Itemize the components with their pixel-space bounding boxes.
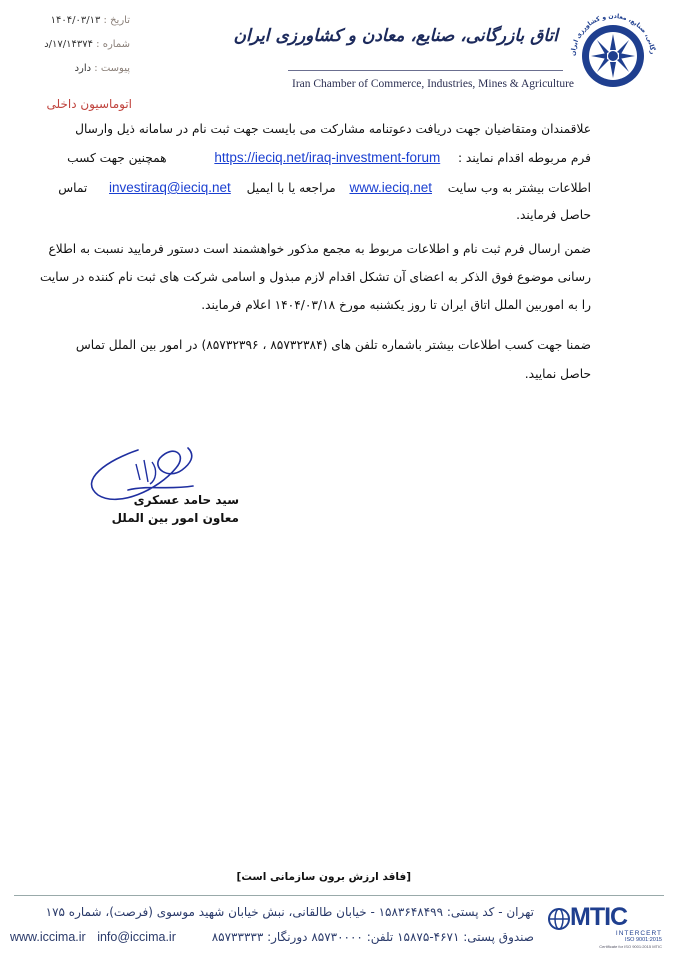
chamber-name-fa: اتاق بازرگانی، صنایع، معادن و کشاورزی ایران xyxy=(233,26,558,46)
cert-sub: INTERCERT xyxy=(615,930,662,937)
p1-line4: حاصل فرمایند. xyxy=(516,208,591,222)
attachment-row xyxy=(10,63,130,74)
p3-line1: ضمنا جهت کسب اطلاعات بیشتر باشماره تلفن های (۸۵۷۳۲۳۸۴ ، ۸۵۷۳۲۳۹۶) در امور بین الملل تماس xyxy=(75,338,591,352)
invalid-note: [فاقد ارزش برون سازمانی است] xyxy=(236,871,411,883)
p1-line3-b: مراجعه یا با ایمیل xyxy=(246,181,336,195)
footer-contact: صندوق پستی: ۴۶۷۱-۱۵۸۷۵ تلفن: ۸۵۷۳۰۰۰۰ دورنگار: ۸۵۷۳۳۳۳۳ xyxy=(211,930,534,944)
footer-address: تهران - کد پستی: ۱۵۸۳۶۴۸۴۹۹ - خیابان طالقانی، نبش خیابان شهید موسوی (فرصت)، شماره ۱۷۵ xyxy=(45,905,534,919)
footer-email[interactable]: info@iccima.ir xyxy=(97,930,176,944)
p2-line3: را به اموربین الملل اتاق ایران تا روز یکشنبه مورخ ۱۴۰۴/۰۳/۱۸ اعلام فرمایند. xyxy=(201,298,591,312)
p1-line3-a: اطلاعات بیشتر به وب سایت xyxy=(447,181,591,195)
chamber-logo-icon xyxy=(563,8,673,96)
cert-brand: MTIC xyxy=(570,903,628,931)
forum-link[interactable]: https://ieciq.net/iraq-investment-forum xyxy=(214,150,441,165)
p1-line1: علاقمندان ومتقاضیان جهت دریافت دعوتنامه مشارکت می بایست جهت ثبت نام در سامانه ذیل وارسال xyxy=(75,122,591,136)
date-row xyxy=(10,15,130,26)
signer-title: معاون امور بین الملل xyxy=(111,511,239,525)
p1-line2 xyxy=(67,150,591,165)
footer-divider xyxy=(14,895,664,896)
email-link[interactable]: investiraq@ieciq.net xyxy=(109,180,231,195)
number-value: ۱۷/۱۴۳۷۴/د xyxy=(44,39,93,50)
p2-line2: رسانی موضوع فوق الذکر به اعضای آن تشکل اقدام لازم مبذول و اسامی شرکت های ثبت نام کننده در سایت xyxy=(39,270,591,284)
attachment-label: پیوست : xyxy=(94,63,130,74)
p2-line1: ضمن ارسال فرم ثبت نام و اطلاعات مربوط به مجمع مذکور خواهشمند است دستور فرمایید نسبت به اطلاع xyxy=(48,242,591,256)
p1-line2-b: همچنین جهت کسب xyxy=(67,151,167,165)
website-link[interactable]: www.ieciq.net xyxy=(349,180,433,195)
globe-icon xyxy=(548,907,570,931)
chamber-logo xyxy=(563,8,673,96)
p3-line2: حاصل نمایید. xyxy=(524,367,591,381)
p1-line3-c: تماس xyxy=(58,181,88,195)
cert-iso: ISO 9001:2015 xyxy=(624,937,662,943)
logo-ring-text: رگانی، صنایع، معادن و کشاورزی ایران xyxy=(569,12,656,57)
signer-name: سید حامد عسکری xyxy=(133,493,239,507)
date-value: ۱۴۰۴/۰۳/۱۳ xyxy=(50,15,101,26)
number-row xyxy=(10,39,130,50)
date-label: تاریخ : xyxy=(103,15,130,26)
chamber-name-en: Iran Chamber of Commerce, Industries, Mines & Agriculture xyxy=(292,78,574,90)
p1-line3 xyxy=(58,180,591,195)
number-label: شماره : xyxy=(96,39,130,50)
mtic-cert-logo xyxy=(548,903,666,951)
p1-line2-a: فرم مربوطه اقدام نمایند : xyxy=(457,151,591,165)
footer-website[interactable]: www.iccima.ir xyxy=(10,930,86,944)
attachment-value: دارد xyxy=(74,63,92,74)
header-divider xyxy=(288,70,563,71)
footer-web xyxy=(10,930,184,944)
department-label: اتوماسیون داخلی xyxy=(46,97,132,111)
cert-note: Certificate for ISO 9001:2015 MTIC xyxy=(599,944,662,949)
